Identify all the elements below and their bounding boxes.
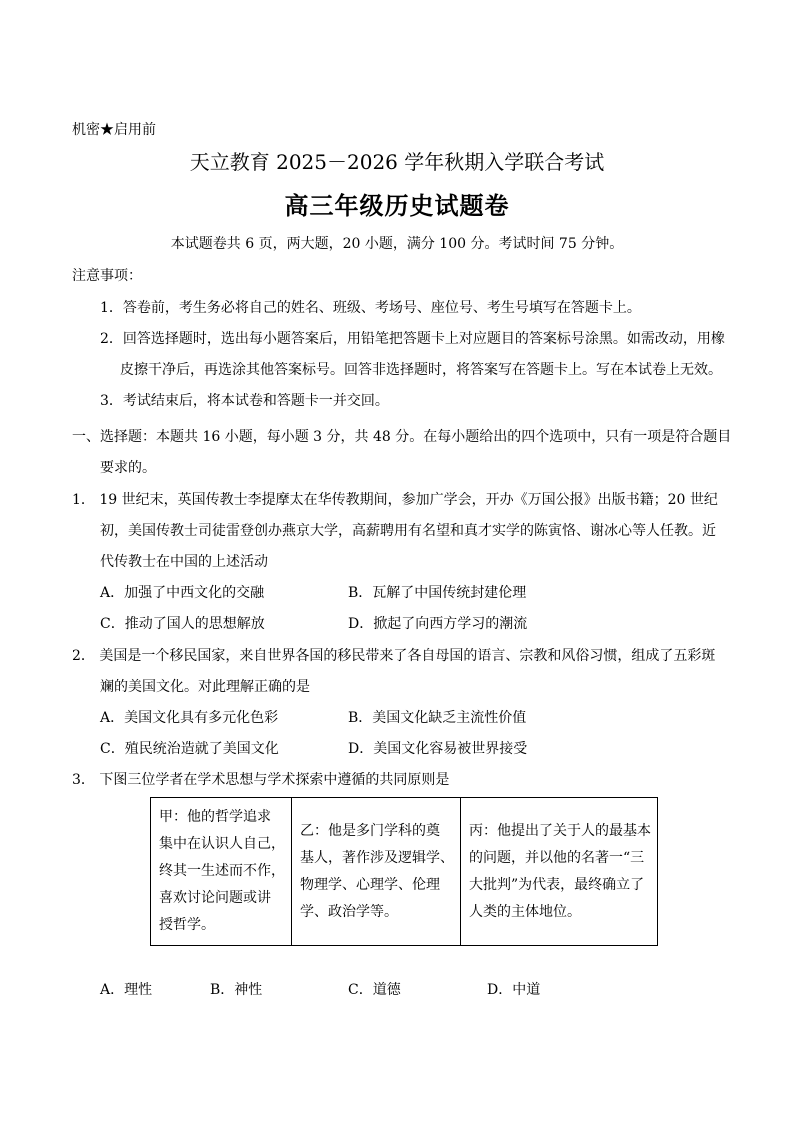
q3-option-b: B．神性: [210, 982, 263, 998]
scholar-cell-bing: [461, 798, 658, 946]
note-item: 3．考试结束后，将本试卷和答题卡一并交回。: [100, 393, 389, 409]
note-item: 1．答卷前，考生务必将自己的姓名、班级、考场号、座位号、考生号填写在答题卡上。: [100, 300, 641, 316]
q1-option-c: C．推动了国人的思想解放: [100, 616, 265, 632]
q2-option-b: B．美国文化缺乏主流性价值: [348, 710, 527, 726]
note-item: 2．回答选择题时，选出每小题答案后，用铅笔把答题卡上对应题目的答案标号涂黑。如需改动，用橡: [100, 331, 725, 347]
cell-line: 的问题，并以他的名著一“三: [469, 849, 645, 866]
q3-option-c: C．道德: [348, 982, 401, 998]
q2-stem: 2． 美国是一个移民国家，来自世界各国的移民带来了各自母国的语言、宗教和风俗习惯，组成了五彩斑: [72, 648, 716, 664]
cell-line: 乙：他是多门学科的奠: [300, 822, 440, 839]
q1-option-d: D．掀起了向西方学习的潮流: [348, 616, 528, 632]
cell-line: 授哲学。: [159, 917, 215, 933]
note-item: 皮擦干净后，再选涂其他答案标号。回答非选择题时，将答案写在答题卡上。写在本试卷上无效。: [120, 362, 722, 378]
q2-stem: 斓的美国文化。对此理解正确的是: [100, 679, 310, 695]
q3-option-a: A．理性: [100, 982, 153, 998]
q3-scholar-table: [150, 797, 658, 946]
cell-line: 人类的主体地位。: [469, 903, 581, 920]
q1-stem: 代传教士在中国的上述活动: [100, 554, 268, 570]
q2-option-d: D．美国文化容易被世界接受: [348, 741, 528, 757]
confidential-mark: 机密★启用前: [72, 122, 156, 138]
cell-line: 丙：他提出了关于人的最基本: [469, 822, 651, 839]
q1-option-a: A．加强了中西文化的交融: [100, 585, 265, 601]
notes-heading: 注意事项：: [72, 268, 142, 284]
scholar-cell-yi: [292, 798, 461, 946]
cell-line: 甲：他的哲学追求: [159, 809, 271, 825]
cell-line: 集中在认识人自己，: [159, 836, 285, 852]
exam-title: 天立教育 2025－2026 学年秋期入学联合考试: [189, 150, 605, 174]
q1-stem: 初，美国传教士司徒雷登创办燕京大学，高薪聘用有名望和真才实学的陈寅恪、谢冰心等人任教。近: [100, 523, 716, 539]
paper-title: 高三年级历史试题卷: [284, 191, 510, 220]
cell-line: 学、政治学等。: [300, 903, 398, 920]
q2-option-c: C．殖民统治造就了美国文化: [100, 741, 279, 757]
cell-line: 物理学、心理学、伦理: [300, 876, 440, 893]
exam-info: 本试题卷共 6 页，两大题，20 小题，满分 100 分。考试时间 75 分钟。: [170, 236, 624, 252]
cell-line: 大批判”为代表，最终确立了: [469, 876, 645, 893]
cell-line: 终其一生述而不作，: [159, 863, 285, 879]
q3-option-d: D．中道: [487, 982, 541, 998]
cell-line: 喜欢讨论问题或讲: [159, 890, 271, 906]
scholar-cell-jia: [151, 798, 292, 946]
q3-stem: 3． 下图三位学者在学术思想与学术探索中遵循的共同原则是: [72, 772, 450, 788]
section-heading-cont: 要求的。: [100, 460, 156, 476]
cell-line: 基人，著作涉及逻辑学、: [300, 849, 454, 866]
section-heading: 一、选择题：本题共 16 小题，每小题 3 分，共 48 分。在每小题给出的四个选项中，只有一项是符合题目: [72, 429, 732, 445]
q1-stem: 1． 19 世纪末，英国传教士李提摩太在华传教期间，参加广学会，开办《万国公报》出版书籍；20 世纪: [72, 492, 718, 508]
q1-option-b: B．瓦解了中国传统封建伦理: [348, 585, 527, 601]
q2-option-a: A．美国文化具有多元化色彩: [100, 710, 279, 726]
